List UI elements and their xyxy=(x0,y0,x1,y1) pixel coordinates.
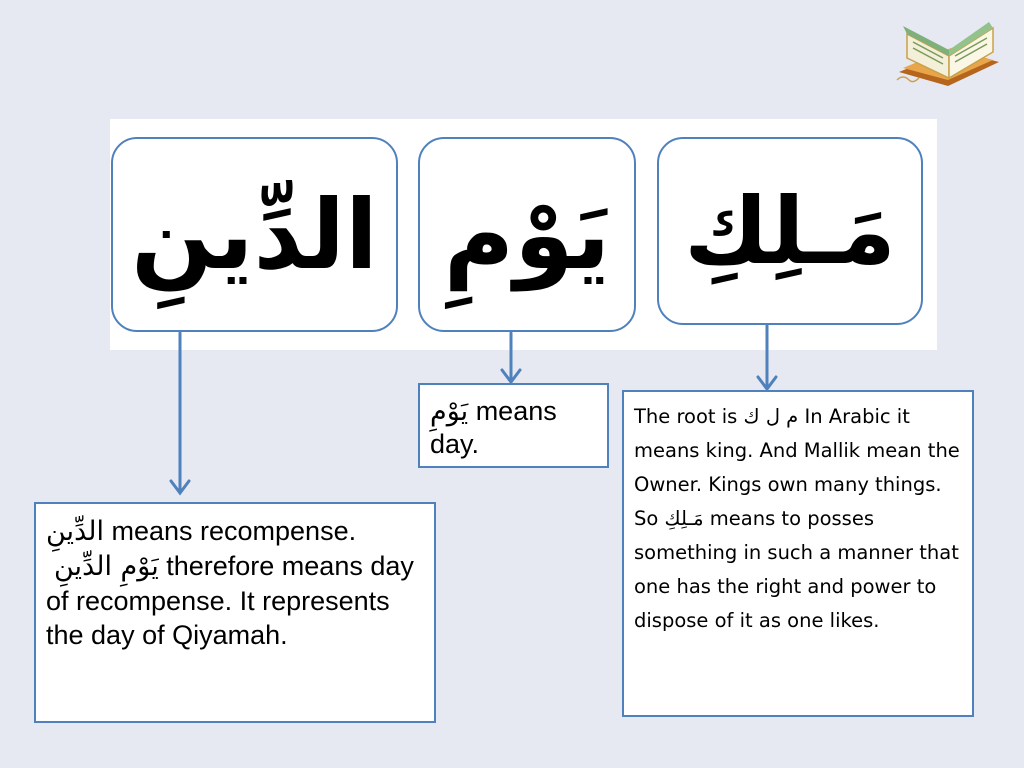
word-malik: مَـلِكِ xyxy=(684,177,896,285)
note-malik-arabic-word: مَـلِكِ xyxy=(664,507,704,530)
note-yawm xyxy=(418,383,609,468)
note-deen-arabic-1: الدِّينِ xyxy=(46,516,104,547)
note-yawm-arabic: يَوْمِ xyxy=(430,396,469,427)
note-deen xyxy=(34,502,436,723)
word-yawm: يَوْمِ xyxy=(443,178,611,291)
note-deen-text-2: therefore means day of recompense. It represents the day of Qiyamah. xyxy=(46,551,414,650)
note-malik-text-3: So xyxy=(634,507,665,530)
quran-book-icon xyxy=(893,14,1003,90)
note-malik-text-4: means to posses something in such a manner that one has the right and power to dispose of it as one likes. xyxy=(634,507,959,632)
note-deen-text-1: means recompense. xyxy=(103,516,357,546)
note-malik-text-2: In Arabic it means king. And Mallik mean the Owner. Kings own many things. xyxy=(634,405,960,496)
note-deen-arabic-2: يَوْمِ الدِّينِ xyxy=(54,551,159,582)
note-malik xyxy=(622,390,974,717)
note-malik-arabic-root: م ل ك xyxy=(743,405,799,428)
note-yawm-text: means day. xyxy=(430,396,557,459)
word-deen: الدِّينِ xyxy=(131,178,378,291)
note-malik-text-1: The root is xyxy=(634,405,744,428)
